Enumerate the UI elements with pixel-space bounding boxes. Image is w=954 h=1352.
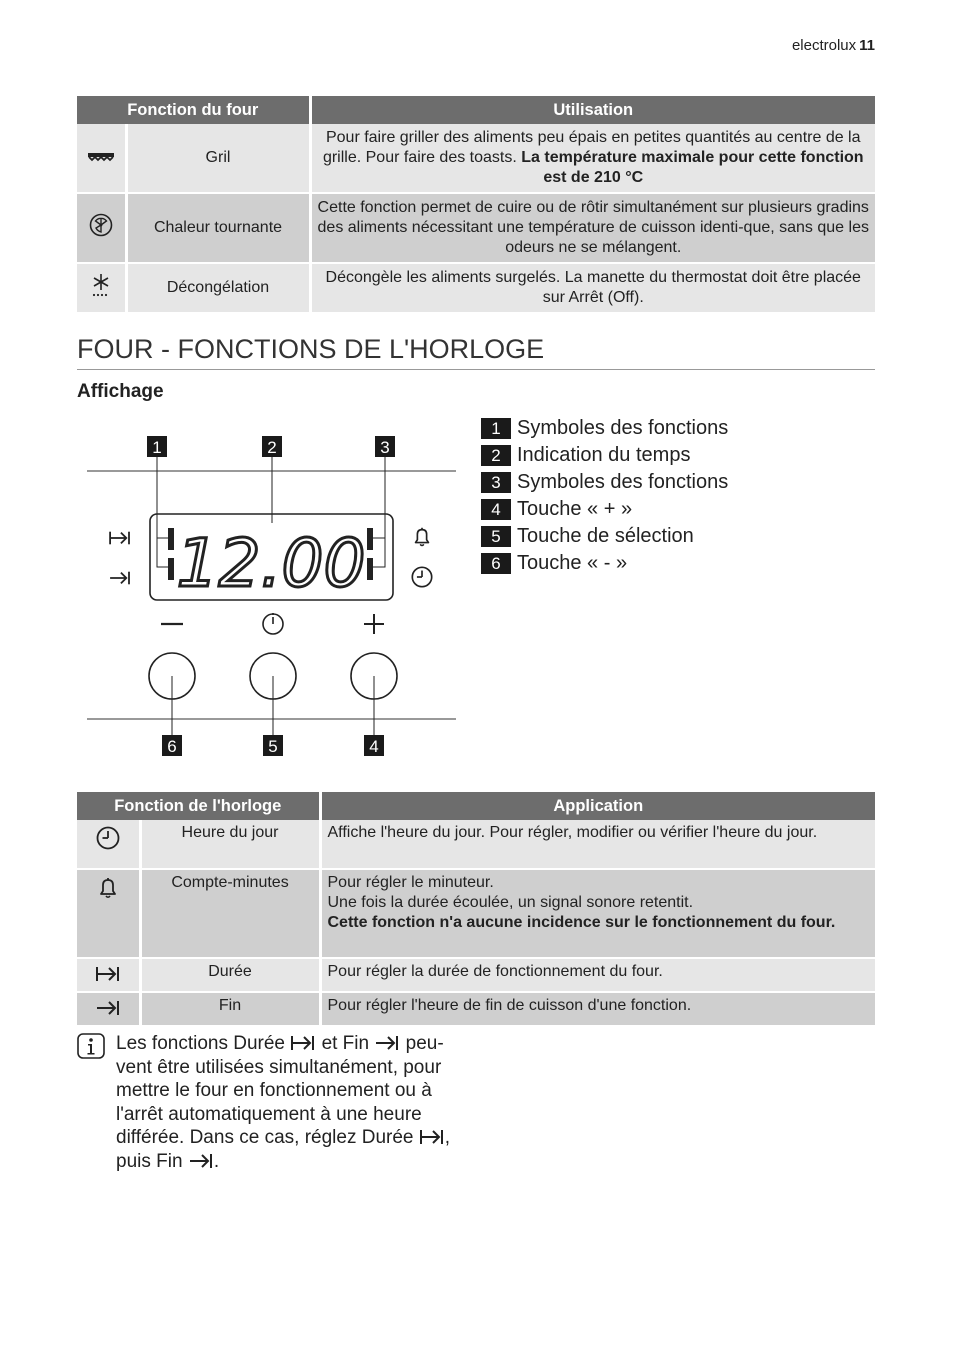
end-icon — [188, 1151, 214, 1171]
end-icon — [95, 998, 121, 1018]
lcd-segment — [367, 558, 373, 580]
svg-text:2: 2 — [267, 438, 277, 457]
page-number: 11 — [859, 37, 875, 54]
clock-function-name: Durée — [140, 958, 320, 992]
legend-label: Symboles des fonctions — [517, 471, 729, 493]
table2-header-function: Fonction de l'horloge — [77, 792, 320, 820]
note-fragment: peu-vent être utilisées simultanément, pour mettre le four en fonctionnement ou à l'arrêt automatiquement à une heure différée. Dans ce cas, réglez Durée — [116, 1033, 444, 1148]
note-fragment: Les fonctions Durée — [116, 1033, 285, 1054]
clock-function-description: Pour régler le minuteur. Une fois la durée écoulée, un signal sonore retentit. — [327, 874, 694, 911]
svg-text:3: 3 — [380, 438, 390, 457]
legend-number: 1 — [481, 418, 511, 439]
svg-text:6: 6 — [167, 737, 177, 756]
info-icon — [77, 1032, 105, 1060]
callout-2 — [262, 436, 282, 523]
list-item — [481, 496, 728, 523]
lcd-segment — [168, 558, 174, 580]
end-icon — [110, 572, 129, 585]
list-item — [481, 442, 728, 469]
note-fragment: et Fin — [321, 1033, 370, 1054]
subsection-title: Affichage — [77, 381, 164, 402]
select-icon — [263, 613, 283, 634]
clock-icon — [412, 567, 431, 586]
svg-text:5: 5 — [268, 737, 278, 756]
legend-label: Touche de sélection — [517, 525, 694, 547]
function-name: Chaleur tournante — [126, 193, 310, 263]
list-item — [481, 550, 728, 577]
end-icon — [374, 1033, 400, 1053]
note-fragment: . — [213, 1150, 220, 1172]
time-readout: 12.00 — [176, 525, 366, 602]
page-header — [792, 37, 875, 54]
duration-icon — [419, 1127, 445, 1147]
duration-icon — [95, 964, 121, 984]
function-warning: La température maximale pour cette fonction est de 210 °C — [521, 149, 864, 186]
clock-function-warning: Cette fonction n'a aucune incidence sur le fonctionnement du four. — [327, 914, 836, 931]
legend-number: 2 — [481, 445, 511, 466]
function-name: Décongélation — [126, 263, 310, 313]
lcd-segment — [367, 528, 373, 550]
note-text — [116, 1032, 476, 1173]
bell-icon — [95, 875, 121, 901]
fan-icon — [89, 213, 113, 237]
table1-header-usage: Utilisation — [310, 96, 875, 124]
function-description: Pour faire griller des aliments peu épais en petites quantités au centre de la grille. Pour faire des toasts. — [322, 129, 861, 166]
function-description: Décongèle les aliments surgelés. La manette du thermostat doit être placée sur Arrêt (Off). — [325, 269, 861, 306]
legend-number: 3 — [481, 472, 511, 493]
legend-label: Touche « - » — [517, 552, 628, 574]
clock-function-description: Affiche l'heure du jour. Pour régler, modifier ou vérifier l'heure du jour. — [327, 824, 818, 841]
bell-icon — [416, 528, 429, 546]
clock-function-description: Pour régler la durée de fonctionnement du four. — [327, 963, 663, 980]
info-note — [77, 1032, 497, 1173]
clock-functions-table — [77, 792, 875, 1027]
table-row — [77, 958, 875, 992]
clock-display-diagram — [80, 430, 465, 760]
svg-text:4: 4 — [369, 737, 379, 756]
legend-number: 5 — [481, 526, 511, 547]
duration-icon — [290, 1033, 316, 1053]
clock-function-name: Fin — [140, 992, 320, 1026]
legend-label: Touche « + » — [517, 498, 633, 520]
table-row — [77, 869, 875, 958]
lcd-segment — [168, 528, 174, 550]
section-title: FOUR - FONCTIONS DE L'HORLOGE — [77, 334, 875, 370]
clock-function-name: Compte-minutes — [140, 869, 320, 958]
brand-name: electrolux — [791, 37, 857, 54]
legend-label: Symboles des fonctions — [517, 417, 729, 439]
grill-icon — [87, 150, 115, 162]
table1-header-function: Fonction du four — [77, 96, 310, 124]
clock-function-description: Pour régler l'heure de fin de cuisson d'une fonction. — [327, 997, 692, 1014]
table-row — [77, 193, 875, 263]
duration-icon — [110, 532, 129, 545]
list-item — [481, 415, 728, 442]
table2-header-application: Application — [320, 792, 875, 820]
table-row — [77, 992, 875, 1026]
table-row — [77, 124, 875, 193]
note-fragment: , puis Fin — [116, 1127, 451, 1172]
list-item — [481, 469, 728, 496]
defrost-icon — [90, 272, 112, 298]
clock-icon — [95, 825, 121, 851]
legend-number: 4 — [481, 499, 511, 520]
display-legend — [481, 415, 728, 577]
function-description: Cette fonction permet de cuire ou de rôtir simultanément sur plusieurs gradins des aliments nécessitant une température de cuisson identi-que, sans que les odeurs ne se mélangent. — [317, 199, 869, 256]
legend-number: 6 — [481, 553, 511, 574]
clock-function-name: Heure du jour — [140, 820, 320, 869]
table-row — [77, 263, 875, 313]
svg-text:1: 1 — [152, 438, 162, 457]
plus-icon — [364, 614, 384, 634]
oven-functions-table — [77, 96, 875, 314]
function-name: Gril — [126, 124, 310, 193]
list-item — [481, 523, 728, 550]
legend-label: Indication du temps — [517, 444, 691, 466]
table-row — [77, 820, 875, 869]
